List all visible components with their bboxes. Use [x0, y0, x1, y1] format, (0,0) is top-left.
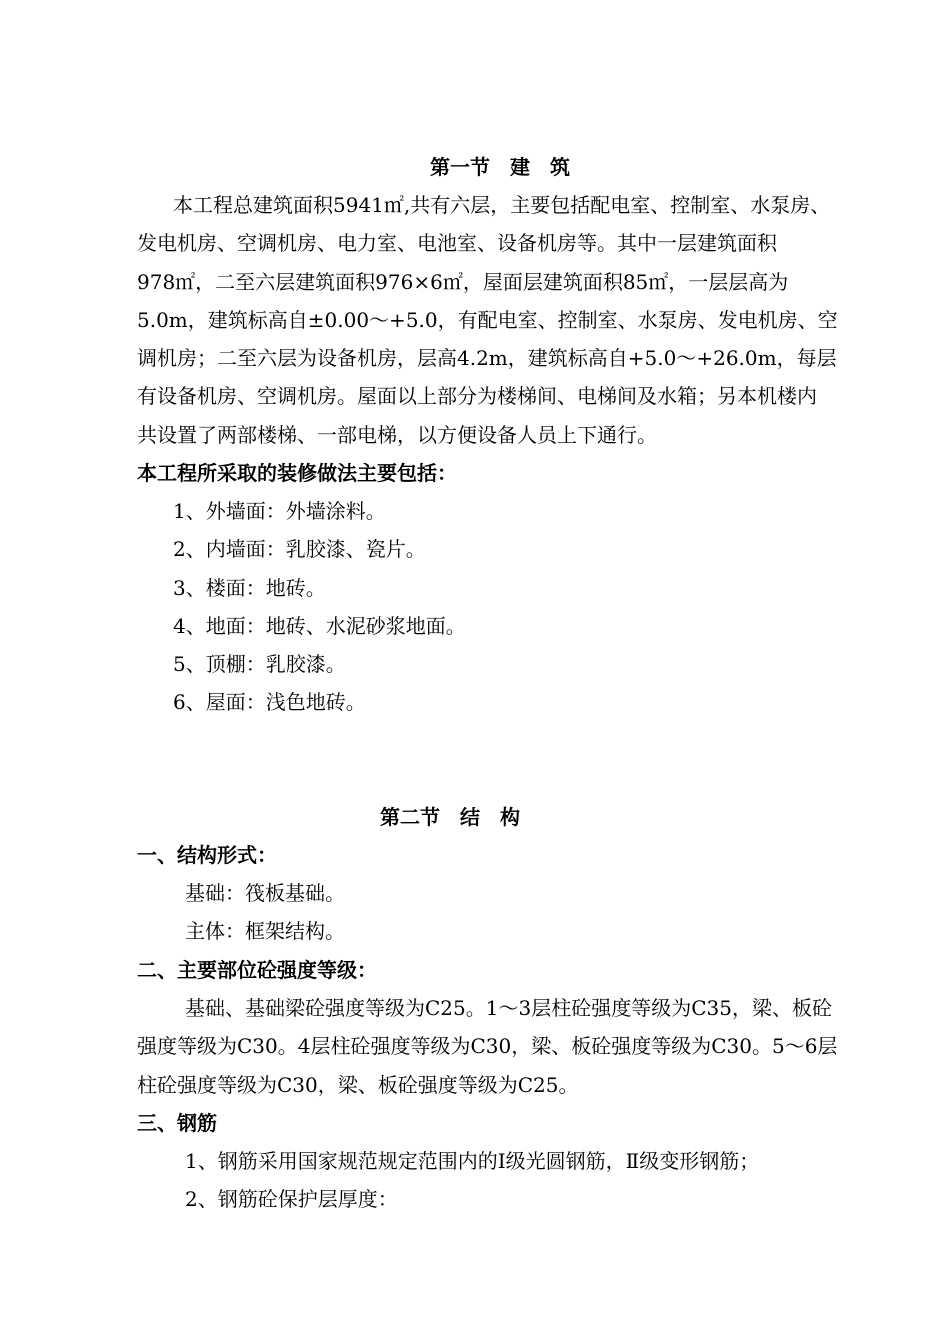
concrete-strength-line-2: 强度等级为C30。4层柱砼强度等级为C30，梁、板砼强度等级为C30。5～6层	[137, 1034, 838, 1058]
decoration-item-3: 3、楼面：地砖。	[173, 576, 326, 600]
concrete-strength-line-1: 基础、基础梁砼强度等级为C25。1～3层柱砼强度等级为C35，梁、板砼	[185, 996, 832, 1020]
structure-form-item-1: 基础：筏板基础。	[185, 881, 345, 905]
decoration-item-5: 5、顶棚：乳胶漆。	[173, 652, 346, 676]
section2-title: 第二节 结 构	[380, 805, 520, 829]
decoration-item-1: 1、外墙面：外墙涂料。	[173, 499, 386, 523]
structure-form-heading: 一、结构形式：	[137, 843, 277, 867]
decoration-item-4: 4、地面：地砖、水泥砂浆地面。	[173, 614, 466, 638]
section1-para-line-7: 共设置了两部楼梯、一部电梯，以方便设备人员上下通行。	[137, 423, 657, 447]
section1-para-line-3: 978㎡，二至六层建筑面积976×6㎡，屋面层建筑面积85㎡，一层层高为	[137, 270, 789, 294]
section1-para-line-4: 5.0m，建筑标高自±0.00～+5.0，有配电室、控制室、水泵房、发电机房、空	[137, 308, 838, 332]
concrete-strength-heading: 二、主要部位砼强度等级：	[137, 958, 377, 982]
concrete-strength-line-3: 柱砼强度等级为C30，梁、板砼强度等级为C25。	[137, 1073, 579, 1097]
section1-para-line-2: 发电机房、空调机房、电力室、电池室、设备机房等。其中一层建筑面积	[137, 231, 777, 255]
steel-heading: 三、钢筋	[137, 1111, 217, 1135]
decoration-heading: 本工程所采取的装修做法主要包括：	[137, 461, 457, 485]
steel-item-2: 2、钢筋砼保护层厚度：	[185, 1187, 398, 1211]
section1-para-line-5: 调机房；二至六层为设备机房，层高4.2m，建筑标高自+5.0～+26.0m，每层	[137, 346, 837, 370]
steel-item-1: 1、钢筋采用国家规范规定范围内的Ⅰ级光圆钢筋，Ⅱ级变形钢筋；	[185, 1149, 760, 1173]
structure-form-item-2: 主体：框架结构。	[185, 919, 345, 943]
section1-para-line-1: 本工程总建筑面积5941㎡,共有六层，主要包括配电室、控制室、水泵房、	[173, 193, 831, 217]
section1-title: 第一节 建 筑	[430, 155, 570, 179]
decoration-item-6: 6、屋面：浅色地砖。	[173, 690, 366, 714]
section1-para-line-6: 有设备机房、空调机房。屋面以上部分为楼梯间、电梯间及水箱；另本机楼内	[137, 384, 817, 408]
decoration-item-2: 2、内墙面：乳胶漆、瓷片。	[173, 537, 426, 561]
